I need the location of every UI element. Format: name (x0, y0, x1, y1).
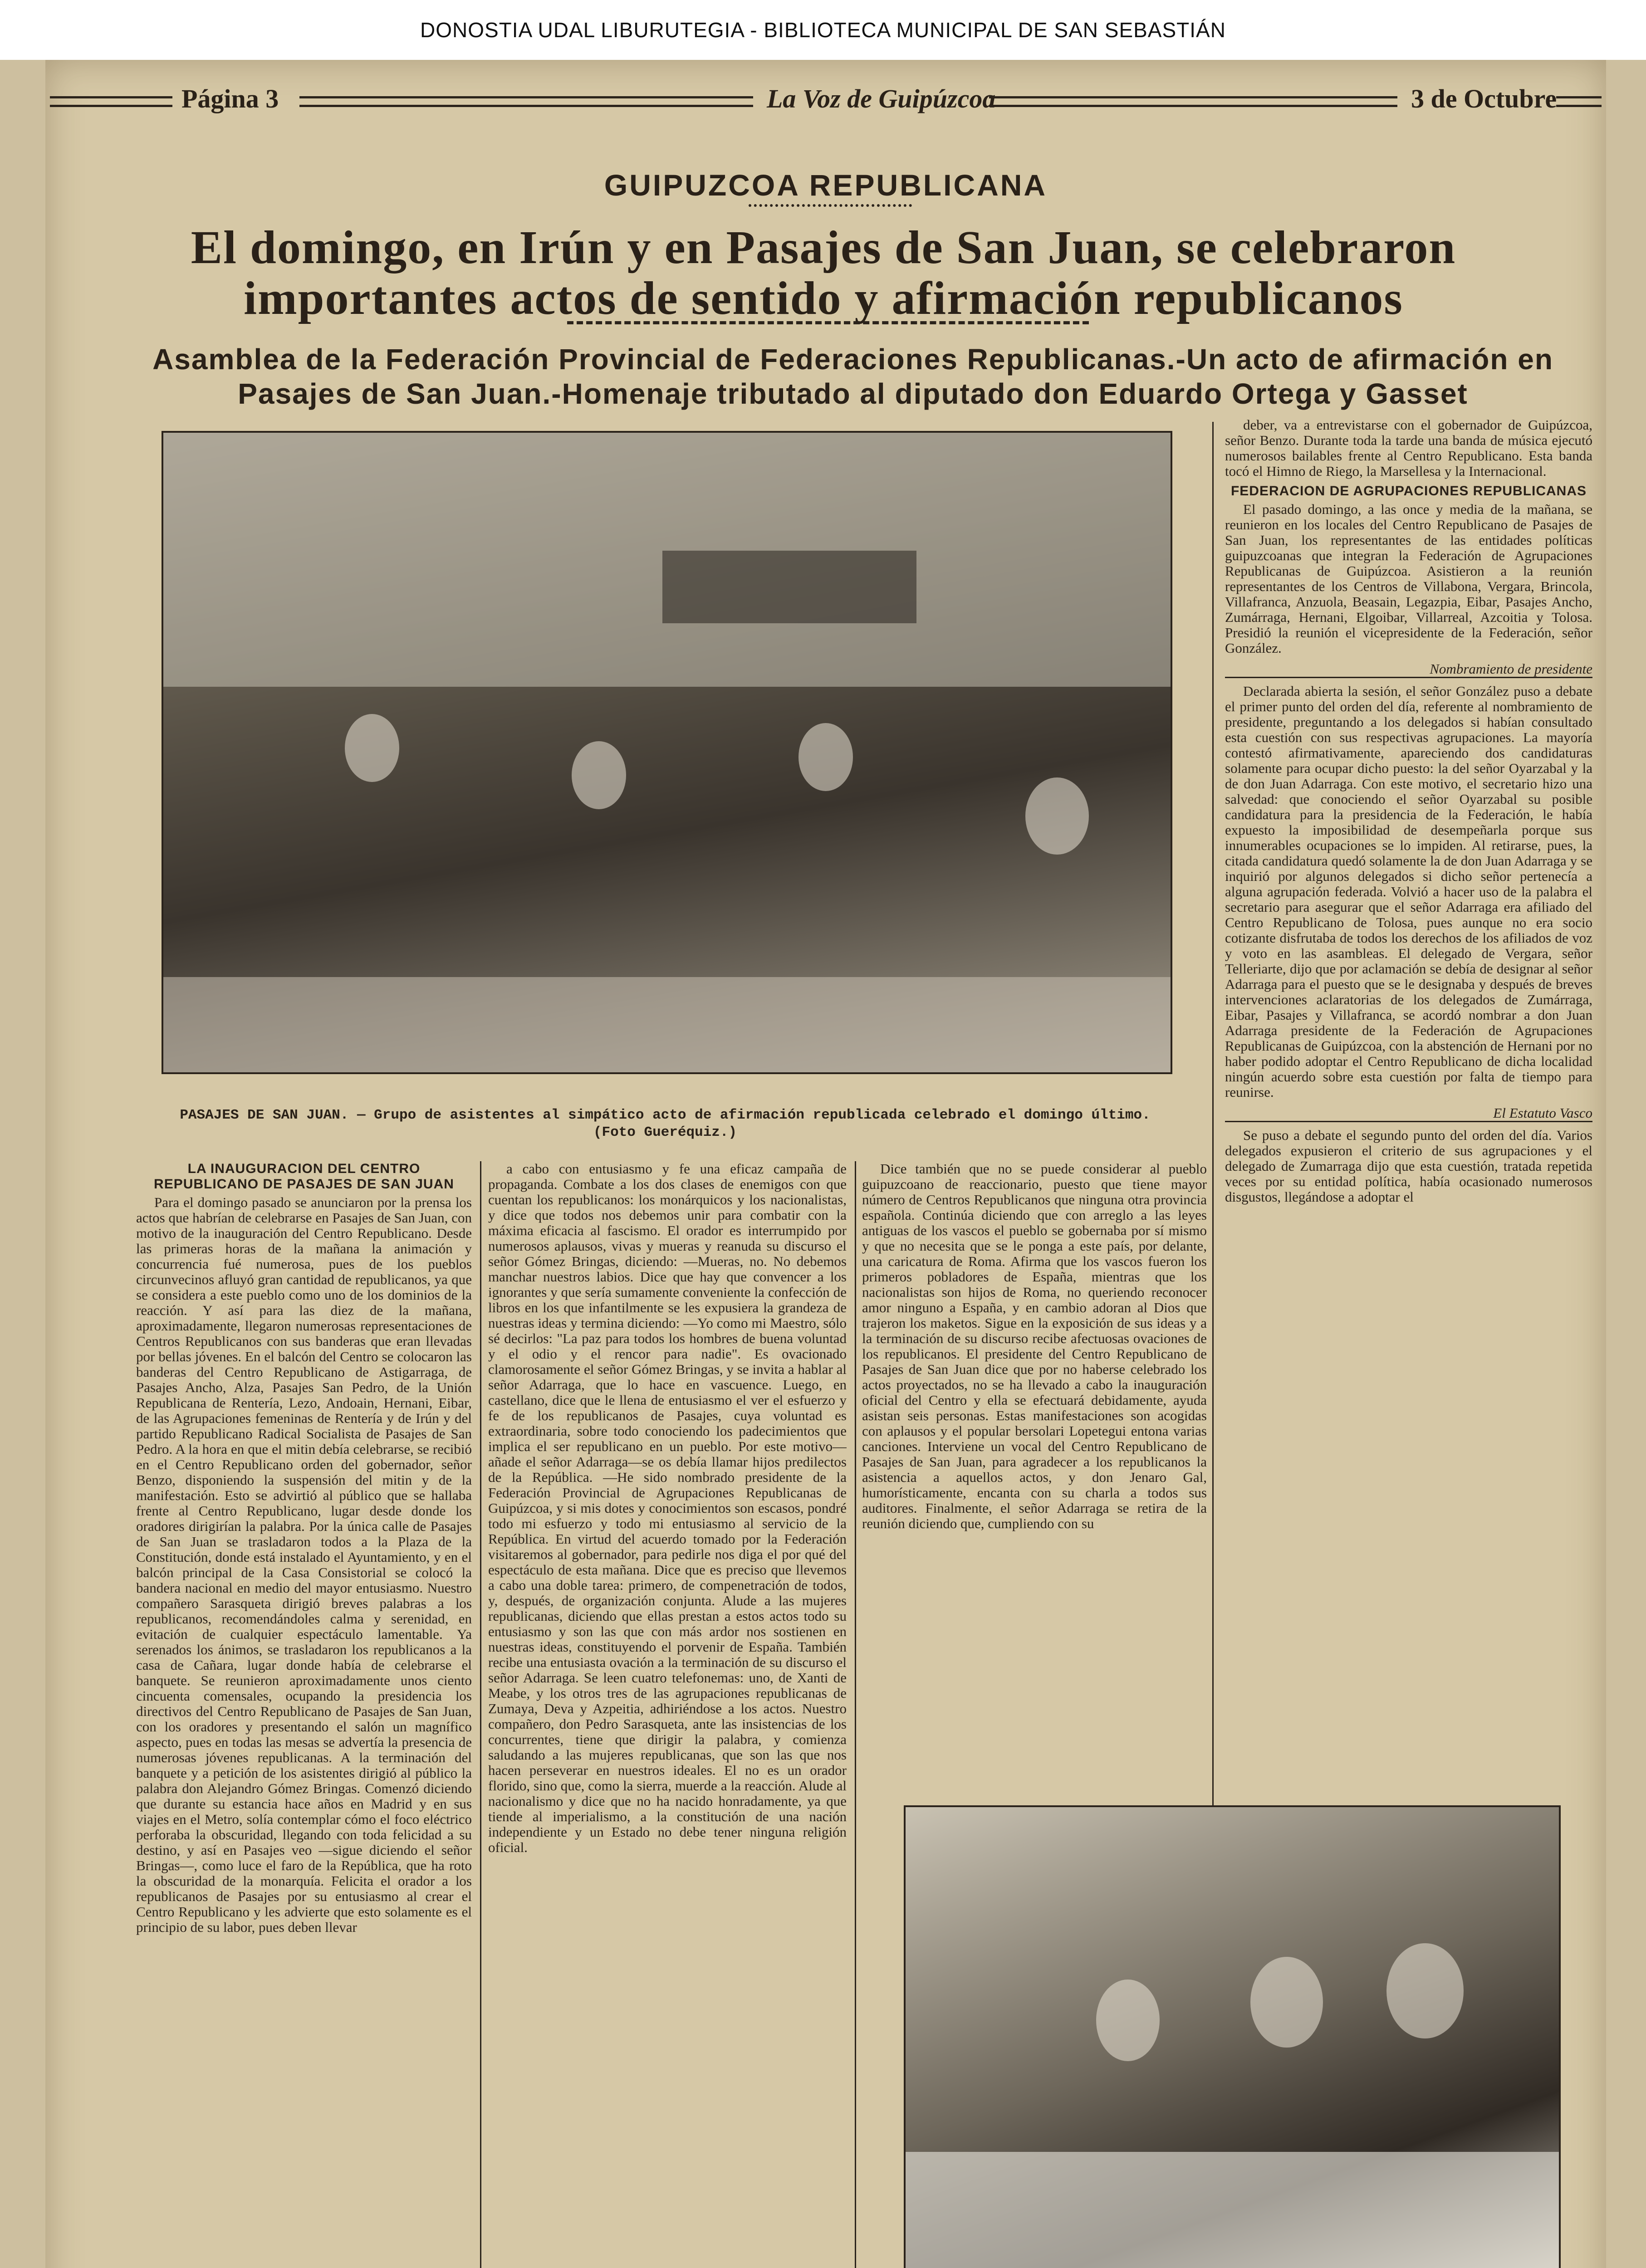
photo-top-caption: PASAJES DE SAN JUAN. — Grupo de asistentes al simpático acto de afirmación republicada celebrado el domingo último. (Foto Gueréquiz.) (180, 1107, 1151, 1140)
paragraph: El pasado domingo, a las once y media de la mañana, se reunieron en los locales del Centro Republicano de Pasajes de San Juan, los representantes de las entidades políticas guipuzcoanas que integran la Federación de Agrupaciones Republicanas de Guipúzcoa. Asistieron a la reunión representantes de los Centros de Villabona, Vergara, Brincola, Villafranca, Anzuola, Beasain, Legazpia, Eibar, Pasajes Ancho, Zumárraga, Hernani, Elgoibar, Villarreal, Azcoitia y Tolosa. Presidió la reunión el vicepresidente de la Federación, señor González. (1225, 501, 1592, 656)
headline-ornament (567, 321, 1089, 324)
column-divider (480, 1161, 481, 2268)
column-divider (855, 1161, 856, 2268)
subheading-federacion: FEDERACION DE AGRUPACIONES REPUBLICANAS (1230, 484, 1587, 499)
column-2 (488, 1161, 847, 2268)
photo-irun-banquet (904, 1805, 1561, 2268)
column-divider (1212, 422, 1214, 1901)
paragraph: Se puso a debate el segundo punto del orden del día. Varios delegados expusieron el criterio de sus agrupaciones y el delegado de Zumarraga dijo que esta cuestión, tratada repetida veces por su entidad política, había ocasionado numerosos disgustos, llegándose a adoptar el (1225, 1127, 1592, 1205)
column-3 (862, 1161, 1207, 1787)
paragraph: a cabo con entusiasmo y fe una eficaz campaña de propaganda. Combate a los dos clases de enemigos con que cuentan los republicanos: los monárquicos y los nacionalistas, y dice que todos nos debemos unir para combatir con la máxima eficacia al fascismo. El orador es interrumpido por numerosos aplausos, vivas y mueras y reanuda su discurso el señor Gómez Bringas, diciendo: —Mueras, no. No debemos manchar nuestros labios. Dice que hay que convencer a los ignorantes y que sería sumamente conveniente la confección de libros en los que infantilmente se les expusiera la grandeza de nuestras ideas y termina diciendo: —Yo como mi Maestro, sólo sé decirlos: "La paz para todos los hombres de buena voluntad y el odio y el rencor para nadie". Es ovacionado clamorosamente el señor Gómez Bringas, y se invita a hablar al señor Adarraga, que lo hace en vascuence. Luego, en castellano, dice que le llena de entusiasmo el ver el esfuerzo y fe de los republicanos de Pasajes, cuya voluntad es extraordinaria, sobre todo conociendo los padecimientos que implica el ser republicano en un pueblo. Por este motivo—añade el señor Adarraga—se os debía llamar hijos predilectos de la República. —He sido nombrado presidente de la Federación Provincial de Agrupaciones Republicanas de Guipúzcoa, y si mis dotes y conocimientos son escasos, pondré todo mi esfuerzo y todo mi entusiasmo al servicio de la República. En virtud del acuerdo tomado por la Federación visitaremos al gobernador, para pedirle nos diga el por qué del espectáculo de esta mañana. Dice que es preciso que llevemos a cabo una doble tarea: primero, de compenetración de todos, y, después, de organización conjunta. Alude a las mujeres republicanas, diciendo que ellas prestan a estos actos todo su entusiasmo y son las que con más ardor nos sostienen en nuestras ideas, constituyendo el porvenir de España. También recibe una entusiasta ovación a la terminación de su discurso el señor Adarraga. Se leen cuatro telefonemas: uno, de Xanti de Meabe, y los otros tres de las agrupaciones republicanas de Zumaya, Deva y Azpeitia, adhiriéndose a los actos. Nuestro compañero, don Pedro Sarasqueta, ante las insistencias de los concurrentes, tiene que dirigir la palabra, y comienza saludando a las mujeres republicanas, que son las que nos hacen perseverar en nuestros ideales. El no es un orador florido, sino que, como la sierra, muerde a la reacción. Alude al nacionalismo y dice que no ha nacido honradamente, ya que tiende al imperialismo, a la constitución de una nación independiente y un Estado no debe tener ninguna religión oficial. (488, 1161, 847, 1855)
paragraph: Dice también que no se puede considerar al pueblo guipuzcoano de reaccionario, puesto que tiene mayor número de Centros Republicanos que ninguna otra provincia española. Continúa diciendo que con arreglo a las leyes antiguas de los vascos el pueblo se gobernaba por sí mismo y que no necesita que se le ponga a este país, por delante, una caricatura de Roma. Afirma que los vascos fueron los primeros pobladores de España, mientras que los nacionalistas son hijos de Roma, no queriendo reconocer amor ninguno a España, y en cambio adoran al Dios que trajeron los maketos. Sigue en la exposición de sus ideas y a la terminación de su discurso recibe afectuosas ovaciones de los republicanos. El presidente del Centro Republicano de Pasajes de San Juan dice que por no haberse celebrado los actos proyectados, no se ha llevado a cabo la inauguración oficial del Centro y ella se efectuará debidamente, ayuda asistan seis personas. Estas manifestaciones son acogidas con aplausos y el popular bersolari Lopetegui entona varias canciones. Interviene un vocal del Centro Republicano de Pasajes de San Juan, para agradecer a los republicanos la asistencia a aquellos actos, y don Jenaro Gal, humorísticamente, encanta con su charla a todos sus auditores. Finalmente, el señor Adarraga se retira de la reunión diciendo que, cumpliendo con su (862, 1161, 1207, 1531)
library-banner-text: DONOSTIA UDAL LIBURUTEGIA - BIBLIOTECA MUNICIPAL DE SAN SEBASTIÁN (420, 18, 1226, 42)
issue-date: 3 de Octubre (1411, 84, 1557, 113)
paragraph: Para el domingo pasado se anunciaron por la prensa los actos que habrían de celebrarse en Pasajes de San Juan, con motivo de la inauguración del Centro Republicano. Desde las primeras horas de la mañana la animación y concurrencia fué numerosa, pues de los pueblos circunvecinos afluyó gran cantidad de republicanos, ya que se considera a este pueblo como uno de los dominios de la reacción. Y así para las diez de la mañana, aproximadamente, llegaron numerosas representaciones de Centros Republicanos con sus banderas que eran llevadas por bellas jóvenes. En el balcón del Centro se colocaron las banderas del Centro Republicano de Astigarraga, de Pasajes Ancho, Alza, Pasajes San Pedro, de la Unión Republicana de Rentería, Lezo, Andoain, Hernani, Eibar, de las Agrupaciones femeninas de Rentería y de Irún y del partido Republicano Radical Socialista de Pasajes de San Pedro. A la hora en que el mitin debía celebrarse, se recibió en el Centro Republicano orden del gobernador, señor Benzo, disponiendo la suspensión del mitin y de la manifestación. Esto se advirtió al público que se hallaba frente al Centro Republicano, lugar desde donde los oradores dirigirían la palabra. Por la única calle de Pasajes de San Juan se trasladaron todos a la Plaza de la Constitución, donde está instalado el Ayuntamiento, y en el balcón principal de la Casa Consistorial se colocó la bandera nacional en medio del mayor entusiasmo. Nuestro compañero Sarasqueta dirigió breves palabras a los republicanos, recomendándoles calma y serenidad, en evitación de cualquier espectáculo lamentable. Ya serenados los ánimos, se trasladaron los republicanos a la casa de Cañara, lugar donde había de celebrarse el banquete. Se reunieron aproximadamente unos ciento cincuenta comensales, ocupando la presidencia los directivos del Centro Republicano de Pasajes de San Juan, con los oradores y presentando el salón un magnífico aspecto, pues en todas las mesas se advertía la presencia de numerosas jóvenes republicanas. A la terminación del banquete y a petición de los asistentes dirigió al público la palabra don Alejandro Gómez Bringas. Comenzó diciendo que durante su estancia hace años en Madrid y en sus viajes en el Metro, solía contemplar cómo el foco eléctrico perforaba la obscuridad, llegando con toda felicidad a su destino, y así en Pasajes veo —sigue diciendo el señor Bringas—, como luce el faro de la República, que ha roto la obscuridad de la monarquía. Felicita el orador a los republicanos de Pasajes por su entusiasmo al crear el Centro Republicano y les advierte que esto solamente es el principio de su labor, pues deben llevar (136, 1194, 472, 1935)
photo-figure (1250, 1957, 1323, 2048)
photo-ground (163, 977, 1171, 1074)
photo-figure (1096, 1980, 1160, 2061)
photo-tablecloth (906, 2152, 1559, 2268)
page-number: Página 3 (181, 84, 279, 113)
headline: El domingo, en Irún y en Pasajes de San Juan, se celebraron importantes actos de sentido y afirmación republicanos (191, 221, 1456, 324)
folio-rule-right (1556, 96, 1602, 107)
section-title: GUIPUZCOA REPUBLICANA (604, 168, 1048, 202)
folio-rule-center-right (989, 96, 1397, 107)
photo-figure (345, 714, 399, 782)
subheading-nombramiento: Nombramiento de presidente (1225, 661, 1592, 678)
folio-rule-center-left (299, 96, 753, 107)
section-underline (749, 204, 912, 207)
paragraph: deber, va a entrevistarse con el gobernador de Guipúzcoa, señor Benzo. Durante toda la tarde una banda de música ejecutó numerosos bailables frente al Centro Republicano. Esta banda tocó el Himno de Riego, la Marsellesa y la Internacional. (1225, 417, 1592, 479)
photo-figure (572, 741, 626, 809)
photo-figure (1025, 777, 1089, 855)
photo-pasajes-group (162, 431, 1172, 1074)
folio-line (45, 73, 1606, 127)
masthead: La Voz de Guipúzcoa (767, 84, 996, 113)
paragraph: Declarada abierta la sesión, el señor González puso a debate el primer punto del orden del día, referente al nombramiento de presidente, preguntando a los delegados si habían consultado esta cuestión con sus respectivas agrupaciones. La mayoría contestó afirmativamente, apareciendo dos candidaturas solamente para ocupar dicho puesto: la del señor Oyarzabal y la de don Juan Adarraga. Con este motivo, el secretario hizo una salvedad: que conociendo el señor Oyarzabal su posible candidatura para la presidencia de la Federación, le había expuesto la imposibilidad de desempeñarla porque sus innumerables ocupaciones se lo impiden. Al retirarse, pues, la citada candidatura quedó solamente la de don Juan Adarraga y se inquirió por algunos delegados si dicho señor pertenecía a alguna agrupación federada. Volvió a hacer uso de la palabra el secretario para asegurar que el señor Adarraga era afiliado del Centro Republicano de Tolosa, pues aunque no era socio cotizante disfrutaba de todos los derechos de los afiliados de voz y voto en las asambleas. El delegado de Vergara, señor Telleriarte, dijo que por aclamación se debía de designar al señor Adarraga para el puesto que se le designaba y después de breves intervenciones aclaratorias de los delegados de Zumárraga, Eibar, Pasajes y Villafranca, se acordó nombrar a don Juan Adarraga presidente de la Federación de Agrupaciones Republicanas de Guipúzcoa, con la abstención de Hernani por no haber podido adoptar el Centro Republicano de dicha localidad ningún acuerdo sobre esta cuestión por falta de tiempo para reunirse. (1225, 683, 1592, 1100)
column-1 (136, 1161, 472, 2268)
subheading-inauguracion: LA INAUGURACION DEL CENTRO REPUBLICANO DE PASAJES DE SAN JUAN (154, 1161, 454, 1192)
photo-figure (799, 723, 853, 791)
column-right-top (1225, 417, 1592, 1869)
photo-figure (1386, 1943, 1464, 2038)
library-banner (0, 0, 1646, 60)
subheadline: Asamblea de la Federación Provincial de Federaciones Republicanas.-Un acto de afirmación en Pasajes de San Juan.-Homenaje tributado al diputado don Eduardo Ortega y Gasset (152, 343, 1553, 410)
photo-banner-shape (662, 551, 916, 623)
folio-rule-left (50, 96, 172, 107)
subheading-estatuto: El Estatuto Vasco (1225, 1105, 1592, 1122)
